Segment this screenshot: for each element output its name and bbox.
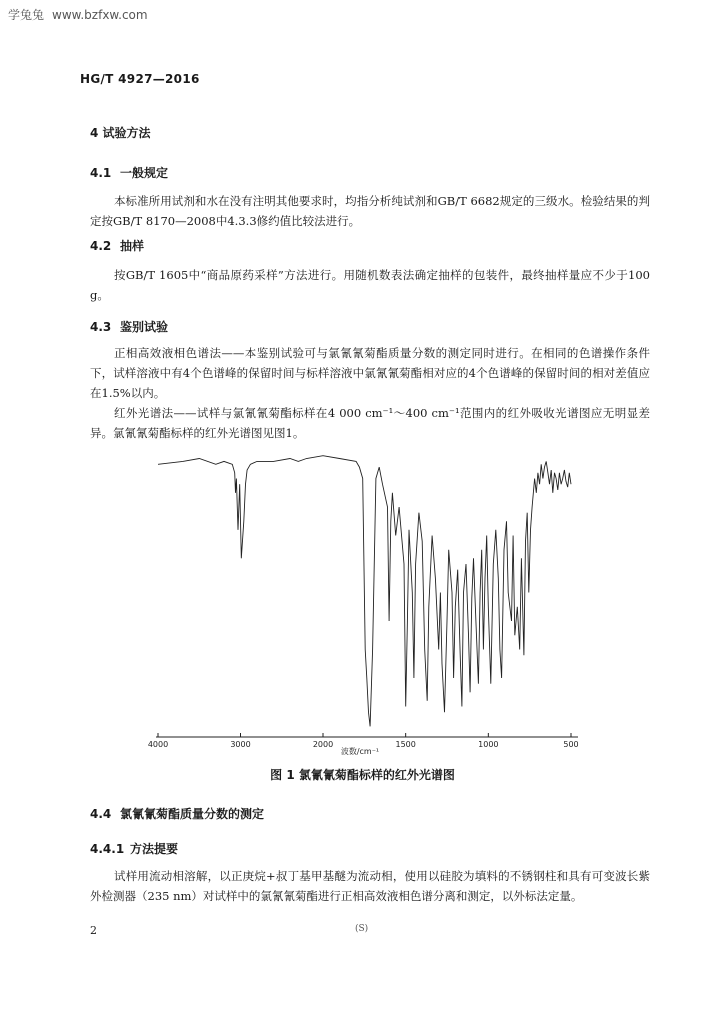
section-number: 4.4 xyxy=(90,807,112,821)
section-number: 4.3 xyxy=(90,320,112,334)
section-title: 氯氰氰菊酯质量分数的测定 xyxy=(120,807,265,821)
x-tick-label: 500 xyxy=(563,740,579,749)
section-title: 抽样 xyxy=(120,239,145,253)
section-4-2-heading xyxy=(90,237,144,254)
x-tick-label: 3000 xyxy=(230,740,251,749)
section-4-4-1-heading xyxy=(90,840,178,857)
section-title: 一般规定 xyxy=(120,166,169,180)
watermark xyxy=(8,6,148,23)
paragraph: 按GB/T 1605中“商品原药采样”方法进行。用随机数表法确定抽样的包装件，最终抽样量应不少于100 g。 xyxy=(90,268,650,302)
paragraph: 红外光谱法——试样与氯氰氰菊酯标样在4 000 cm⁻¹～400 cm⁻¹范围内的红外吸收光谱图应无明显差异。氯氰氰菊酯标样的红外光谱图见图1。 xyxy=(90,406,650,440)
paragraph: 正相高效液相色谱法——本鉴别试验可与氯氰氰菊酯质量分数的测定同时进行。在相同的色谱操作条件下，试样溶液中有4个色谱峰的保留时间与标样溶液中氯氰氰菊酯相对应的4个色谱峰的保留时间的相对差值应在1.5%以内。 xyxy=(90,346,650,400)
section-number: 4.2 xyxy=(90,239,112,253)
ir-spectrum-svg xyxy=(148,445,588,760)
page-number: 2 xyxy=(90,924,97,937)
section-number: 4.1 xyxy=(90,166,112,180)
paragraph: 本标准所用试剂和水在没有注明其他要求时，均指分析纯试剂和GB/T 6682规定的三级水。检验结果的判定按GB/T 8170—2008中4.3.3修约值比较法进行。 xyxy=(90,194,650,228)
section-4-1-heading xyxy=(90,164,168,181)
section-4-2-body xyxy=(90,265,650,305)
section-4-4-1-body xyxy=(90,866,650,906)
section-title: 鉴别试验 xyxy=(120,320,169,334)
section-4-4-heading xyxy=(90,805,264,822)
figure-caption: 图 1 氯氰氰菊酯标样的红外光谱图 xyxy=(270,768,455,782)
x-tick-label: 2000 xyxy=(312,740,334,749)
watermark-brand: 学兔兔 xyxy=(8,8,45,22)
section-4-3-body xyxy=(90,343,650,443)
watermark-url: www.bzfxw.com xyxy=(52,8,148,22)
x-tick-label: 4000 xyxy=(148,740,169,749)
section-4-title: 4 试验方法 xyxy=(90,126,151,140)
ir-spectrum-chart xyxy=(148,445,588,764)
section-title: 方法提要 xyxy=(130,842,179,856)
x-tick-label: 1000 xyxy=(478,740,499,749)
paragraph: 试样用流动相溶解，以正庚烷+叔丁基甲基醚为流动相，使用以硅胶为填料的不锈钢柱和具有可变波长紫外检测器（235 nm）对试样中的氯氰氰菊酯进行正相高效液相色谱分离和测定，以外标法定量。 xyxy=(90,869,650,903)
section-4-1-body xyxy=(90,191,650,231)
x-tick-label: 1500 xyxy=(395,740,416,749)
section-number: 4.4.1 xyxy=(90,842,125,856)
spectrum-line xyxy=(158,456,571,727)
x-axis-label: 波数/cm⁻¹ xyxy=(340,747,380,756)
section-4-3-heading xyxy=(90,318,168,335)
footer-code: (S) xyxy=(355,924,369,934)
standard-id: HG/T 4927—2016 xyxy=(80,72,200,86)
